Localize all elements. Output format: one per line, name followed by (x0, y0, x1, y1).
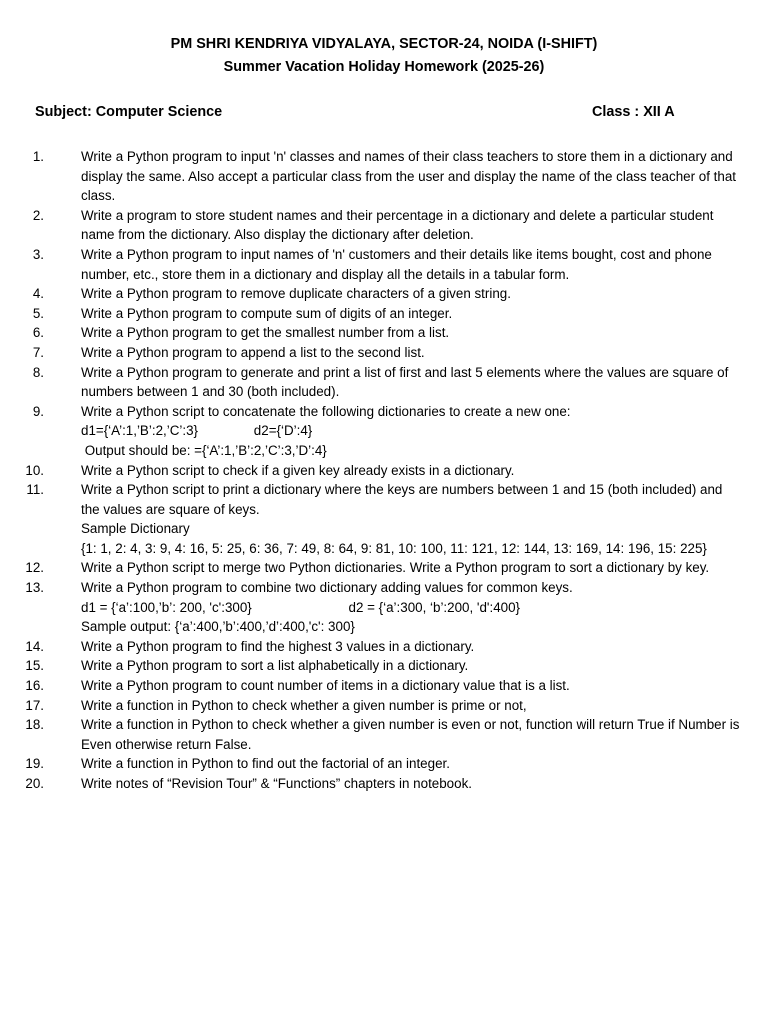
question-number: 2. (32, 207, 44, 223)
question-example-line: d1={‘A’:1,’B’:2,’C’:3} d2={‘D’:4} (81, 423, 313, 439)
question-item (0, 578, 741, 637)
question-item (0, 323, 741, 343)
question-number: 14. (25, 638, 44, 654)
question-text: Write a function in Python to check whether a given number is even or not, function will return True if Number is Even otherwise return False. (81, 717, 740, 752)
question-number: 10. (25, 462, 44, 478)
question-item (0, 754, 741, 774)
question-item (0, 304, 741, 324)
question-number: 9. (32, 403, 44, 419)
question-text: Write a Python program to generate and print a list of first and last 5 elements where the values are square of numbers between 1 and 30 (both included). (81, 364, 729, 400)
homework-title: Summer Vacation Holiday Homework (2025-26) (223, 59, 545, 75)
question-example-line: {1: 1, 2: 4, 3: 9, 4: 16, 5: 25, 6: 36, 7: 49, 8: 64, 9: 81, 10: 100, 11: 121, 12: 144, 13: 169, 14: 196, 15: 225} (81, 540, 707, 556)
question-item (0, 245, 741, 284)
question-number: 8. (32, 364, 44, 380)
question-number: 20. (25, 776, 44, 791)
question-item (0, 480, 741, 558)
question-text: Write a Python script to concatenate the following dictionaries to create a new one: (81, 403, 571, 419)
question-text: Write a Python program to remove duplicate characters of a given string. (81, 286, 511, 302)
question-number: 17. (25, 697, 44, 713)
question-text: Write a Python program to input 'n' classes and names of their class teachers to store them in a dictionary and display the same. Also accept a particular class from the user and display the name of the class teacher of that class. (81, 149, 736, 204)
question-item (0, 147, 741, 206)
question-text: Write a function in Python to check whether a given number is prime or not, (81, 697, 527, 713)
question-number: 4. (32, 286, 44, 302)
question-item (0, 343, 741, 363)
question-text: Write notes of “Revision Tour” & “Functions” chapters in notebook. (81, 776, 472, 791)
question-number: 15. (25, 658, 44, 674)
question-number: 6. (32, 325, 44, 341)
question-text: Write a Python program to combine two dictionary adding values for common keys. (81, 580, 573, 596)
question-number: 7. (32, 344, 44, 360)
question-text: Write a Python script to print a dictionary where the keys are numbers between 1 and 15 (both included) and the values are square of keys. (81, 482, 723, 517)
question-text: Write a program to store student names and their percentage in a dictionary and delete a particular student name from the dictionary. Also display the dictionary after deletion. (81, 207, 714, 243)
question-item (0, 774, 741, 794)
question-number: 5. (32, 305, 44, 321)
question-text: Write a Python script to merge two Python dictionaries. Write a Python program to sort a dictionary by key. (81, 560, 710, 576)
class-label: Class : XII A (592, 104, 675, 120)
question-number: 18. (25, 717, 44, 733)
question-item (0, 363, 741, 402)
question-text: Write a Python program to compute sum of digits of an integer. (81, 305, 453, 321)
question-number: 1. (32, 149, 44, 164)
question-item (0, 715, 741, 754)
question-item (0, 402, 741, 461)
question-text: Write a Python program to count number of items in a dictionary value that is a list. (81, 678, 570, 694)
question-item (0, 696, 741, 716)
subject-label: Subject: Computer Science (35, 104, 223, 120)
question-item (0, 656, 741, 676)
question-text: Write a Python script to check if a given key already exists in a dictionary. (81, 462, 515, 478)
school-name: PM SHRI KENDRIYA VIDYALAYA, SECTOR-24, NOIDA (I-SHIFT) (170, 36, 598, 52)
question-item (0, 461, 741, 481)
question-text: Write a Python program to get the smallest number from a list. (81, 325, 450, 341)
question-example-line: Sample Dictionary (81, 521, 190, 537)
question-text: Write a Python program to sort a list alphabetically in a dictionary. (81, 658, 469, 674)
question-number: 13. (25, 580, 44, 596)
question-text: Write a Python program to find the highest 3 values in a dictionary. (81, 638, 475, 654)
question-number: 11. (26, 482, 44, 498)
question-item (0, 637, 741, 657)
question-text: Write a Python program to input names of 'n' customers and their details like items bought, cost and phone number, etc., store them in a dictionary and display all the details in a tabular form. (81, 246, 712, 282)
question-item (0, 206, 741, 245)
question-text: Write a function in Python to find out the factorial of an integer. (81, 756, 450, 772)
question-number: 19. (25, 756, 44, 772)
question-example-line: d1 = {‘a’:100,’b’: 200, 'c':300} d2 = {‘a’:300, ‘b’:200, 'd':400} (81, 599, 521, 615)
question-example-line: Output should be: ={‘A’:1,’B’:2,’C’:3,’D’:4} (81, 442, 327, 458)
question-item (0, 284, 741, 304)
question-item (0, 558, 741, 578)
question-number: 3. (32, 246, 44, 262)
question-item (0, 676, 741, 696)
question-example-line: Sample output: {‘a’:400,’b’:400,’d’:400,'c': 300} (81, 619, 355, 635)
question-number: 16. (25, 678, 44, 694)
question-list (0, 147, 768, 794)
question-text: Write a Python program to append a list to the second list. (81, 344, 425, 360)
question-number: 12. (25, 560, 44, 576)
